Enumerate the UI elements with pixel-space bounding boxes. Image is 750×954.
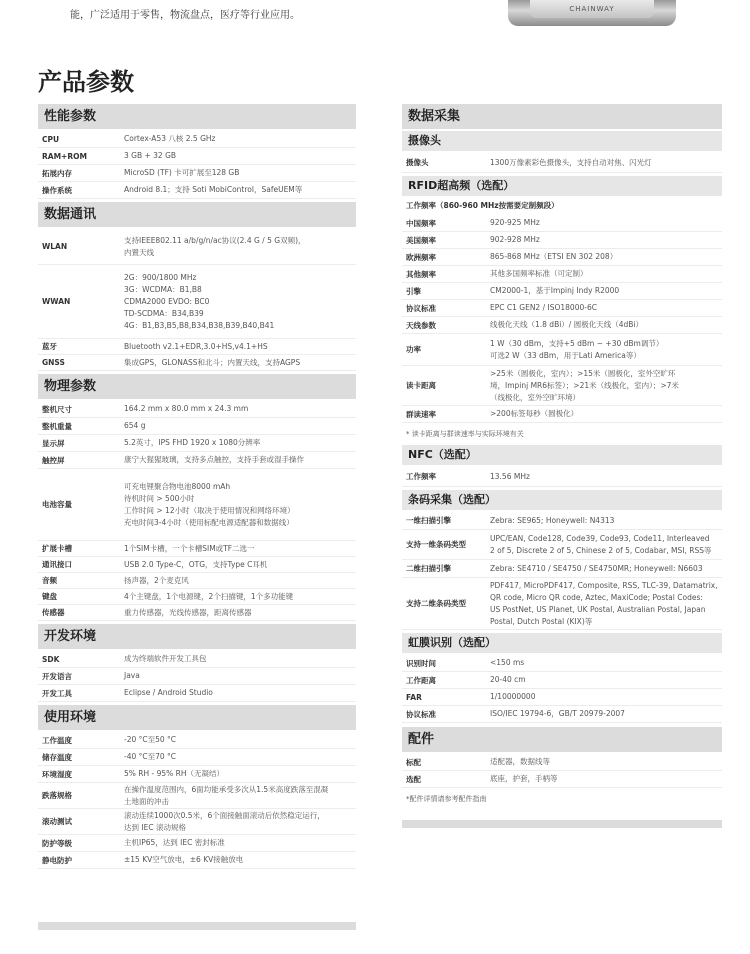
spec-value bbox=[120, 749, 356, 765]
spec-value bbox=[120, 766, 356, 782]
spec-row bbox=[38, 573, 356, 589]
spec-key: 引擎 bbox=[406, 286, 421, 296]
spec-value-line: 待机时间 > 500小时 bbox=[124, 493, 195, 503]
spec-value-line: 1300万像素彩色摄像头，支持自动对焦、闪光灯 bbox=[490, 157, 652, 167]
right-footer-bar bbox=[402, 820, 722, 828]
spec-row bbox=[38, 182, 356, 199]
spec-row bbox=[38, 685, 356, 702]
spec-value bbox=[120, 452, 356, 468]
spec-value bbox=[486, 560, 722, 577]
spec-key: 二维扫描引擎 bbox=[406, 564, 451, 573]
spec-value bbox=[120, 732, 356, 748]
device-image bbox=[508, 0, 676, 26]
spec-row bbox=[38, 852, 356, 869]
spec-value bbox=[120, 435, 356, 451]
spec-row bbox=[402, 655, 722, 672]
spec-row bbox=[38, 401, 356, 418]
spec-value-line: 成为终端软件开发工具包 bbox=[124, 654, 207, 663]
spec-key: 功率 bbox=[406, 345, 421, 354]
spec-value-line: 4G：B1,B3,B5,B8,B34,B38,B39,B40,B41 bbox=[124, 320, 275, 330]
spec-value bbox=[486, 512, 722, 529]
subsection-header: 虹膜识别（选配） bbox=[402, 633, 722, 653]
spec-row bbox=[38, 469, 356, 541]
subsection-header: NFC（选配） bbox=[402, 445, 722, 465]
spec-key: 音频 bbox=[42, 576, 57, 585]
spec-value bbox=[120, 809, 356, 834]
spec-key: 电池容量 bbox=[42, 500, 72, 509]
spec-value-line: 2 of 5, Discrete 2 of 5, Chinese 2 of 5, Codabar, MSI, RSS等 bbox=[490, 545, 712, 555]
spec-key: 操作系统 bbox=[42, 185, 72, 195]
spec-value bbox=[120, 557, 356, 572]
spec-key: 标配 bbox=[406, 757, 421, 767]
spec-value-line: Postal, Dutch Postal (KIX)等 bbox=[490, 616, 593, 626]
spec-value-line: 底座，护套，手柄等 bbox=[490, 774, 558, 783]
spec-key: 触控屏 bbox=[42, 455, 65, 465]
spec-value-line: US PostNet, US Planet, UK Postal, Australian Postal, Japan bbox=[490, 604, 706, 614]
spec-row bbox=[38, 749, 356, 766]
spec-key: 环境湿度 bbox=[42, 769, 72, 779]
spec-value bbox=[120, 783, 356, 808]
spec-value bbox=[486, 689, 722, 705]
spec-value-line: 内置天线 bbox=[124, 247, 154, 257]
spec-value bbox=[486, 771, 722, 787]
spec-key: WLAN bbox=[42, 242, 68, 251]
spec-row bbox=[38, 131, 356, 148]
spec-table bbox=[38, 229, 356, 371]
spec-value-line: Zebra: SE965; Honeywell: N4313 bbox=[490, 515, 615, 525]
spec-value bbox=[486, 706, 722, 722]
spec-key: 静电防护 bbox=[42, 855, 72, 865]
spec-row bbox=[38, 229, 356, 265]
spec-table bbox=[38, 651, 356, 702]
spec-value-line: Android 8.1；支持 Soti MobiControl，SafeUEM等 bbox=[124, 185, 303, 194]
spec-key: 键盘 bbox=[42, 592, 57, 601]
spec-value-line: 3 GB + 32 GB bbox=[124, 151, 177, 160]
spec-value-line: Eclipse / Android Studio bbox=[124, 688, 213, 697]
spec-key: 协议标准 bbox=[406, 709, 436, 719]
spec-value-line: 重力传感器，光线传感器，距离传感器 bbox=[124, 607, 252, 617]
spec-row bbox=[38, 605, 356, 621]
spec-value bbox=[120, 131, 356, 147]
spec-row bbox=[402, 672, 722, 689]
spec-value bbox=[120, 165, 356, 181]
spec-key: 开发语言 bbox=[42, 671, 72, 681]
spec-row bbox=[402, 283, 722, 300]
spec-value-line: UPC/EAN, Code128, Code39, Code93, Code11, Interleaved bbox=[490, 533, 710, 543]
spec-row bbox=[38, 809, 356, 835]
left-spec-column bbox=[38, 104, 356, 872]
spec-value bbox=[486, 467, 722, 486]
spec-row bbox=[38, 589, 356, 605]
spec-key: FAR bbox=[406, 692, 422, 702]
spec-value-line: 可充电锂聚合物电池8000 mAh bbox=[124, 481, 231, 491]
spec-row bbox=[402, 153, 722, 173]
spec-row bbox=[402, 249, 722, 266]
spec-value bbox=[120, 541, 356, 556]
spec-key: SDK bbox=[42, 654, 60, 664]
spec-row bbox=[402, 530, 722, 560]
spec-value-line: （线极化，室外空旷环境） bbox=[490, 392, 580, 402]
spec-value-line: 20-40 cm bbox=[490, 675, 526, 684]
spec-row bbox=[38, 148, 356, 165]
spec-row bbox=[402, 300, 722, 317]
spec-key: GNSS bbox=[42, 358, 65, 367]
footnote: * 读卡距离与群读速率与实际环境有关 bbox=[406, 430, 524, 438]
spec-row bbox=[38, 452, 356, 469]
spec-key: 支持一维条码类型 bbox=[406, 540, 466, 549]
spec-value-line: TD-SCDMA：B34,B39 bbox=[124, 308, 204, 318]
intro-text: 能，广泛适用于零售，物流盘点，医疗等行业应用。 bbox=[70, 10, 300, 21]
spec-value bbox=[486, 334, 722, 365]
spec-key: 识别时间 bbox=[406, 658, 436, 668]
spec-value-line: 达到 IEC 滚动规格 bbox=[124, 822, 186, 832]
spec-value-line: 支持IEEE802.11 a/b/g/n/ac协议(2.4 G / 5 G双频)， bbox=[124, 235, 306, 245]
spec-value-line: PDF417, MicroPDF417, Composite, RSS, TLC-39, Datamatrix, bbox=[490, 580, 718, 590]
spec-value-line: 集成GPS，GLONASS和北斗；内置天线，支持AGPS bbox=[124, 357, 301, 367]
spec-value-line: 滚动连续1000次0.5米，6个面接触面滚动后依然稳定运行， bbox=[124, 810, 325, 820]
spec-value bbox=[486, 366, 722, 405]
spec-value-line: 5.2英寸，IPS FHD 1920 x 1080分辨率 bbox=[124, 438, 261, 447]
spec-row bbox=[38, 418, 356, 435]
spec-table bbox=[38, 131, 356, 199]
spec-value bbox=[486, 317, 722, 333]
spec-table bbox=[38, 732, 356, 869]
spec-key: 摄像头 bbox=[406, 158, 429, 167]
spec-value-line: >25米（圆极化，室内）；>15米（圆极化，室外空旷环 bbox=[490, 368, 676, 378]
spec-table bbox=[402, 655, 722, 723]
spec-row bbox=[402, 560, 722, 578]
spec-key: 协议标准 bbox=[406, 303, 436, 313]
spec-row bbox=[402, 317, 722, 334]
spec-key: 开发工具 bbox=[42, 688, 72, 698]
spec-row bbox=[38, 835, 356, 852]
spec-key: 传感器 bbox=[42, 608, 65, 617]
spec-table bbox=[38, 401, 356, 621]
spec-value-line: 865-868 MHz（ETSI EN 302 208） bbox=[490, 252, 618, 261]
spec-value bbox=[486, 215, 722, 231]
spec-value-line: >200标签每秒（圆极化） bbox=[490, 409, 579, 418]
spec-value-line: 2G：900/1800 MHz bbox=[124, 272, 197, 282]
spec-value-line: -40 °C至70 °C bbox=[124, 752, 177, 761]
spec-value bbox=[486, 249, 722, 265]
spec-key: CPU bbox=[42, 134, 60, 144]
spec-value bbox=[120, 469, 356, 540]
spec-value bbox=[486, 655, 722, 671]
spec-key: 美国频率 bbox=[406, 235, 436, 245]
spec-value bbox=[120, 605, 356, 620]
spec-key: 防护等级 bbox=[42, 838, 72, 848]
left-footer-bar bbox=[38, 922, 356, 930]
spec-row bbox=[402, 467, 722, 487]
spec-key: 一维扫描引擎 bbox=[406, 516, 451, 525]
spec-value-line: 其他多国频率标准（可定制） bbox=[490, 269, 588, 278]
spec-value-line: CM2000-1，基于Impinj Indy R2000 bbox=[490, 286, 620, 295]
spec-row bbox=[38, 732, 356, 749]
spec-row bbox=[38, 435, 356, 452]
spec-row bbox=[402, 771, 722, 788]
spec-row bbox=[38, 165, 356, 182]
spec-row bbox=[402, 689, 722, 706]
spec-value-line: 工作时间 > 12小时（取决于使用情况和网络环境） bbox=[124, 505, 295, 515]
spec-table bbox=[402, 512, 722, 630]
spec-value bbox=[120, 401, 356, 417]
spec-row bbox=[38, 783, 356, 809]
spec-value-line: Bluetooth v2.1+EDR,3.0+HS,v4.1+HS bbox=[124, 341, 268, 351]
spec-value-line: -20 °C至50 °C bbox=[124, 735, 177, 744]
spec-value bbox=[120, 685, 356, 701]
spec-value bbox=[486, 153, 722, 172]
section-header: 性能参数 bbox=[38, 104, 356, 129]
spec-key: 读卡距离 bbox=[406, 381, 436, 390]
spec-row bbox=[402, 366, 722, 406]
spec-value-line: 920-925 MHz bbox=[490, 218, 540, 227]
section-header: 数据通讯 bbox=[38, 202, 356, 227]
spec-value bbox=[486, 232, 722, 248]
spec-key: 其他频率 bbox=[406, 269, 436, 279]
spec-row bbox=[402, 406, 722, 423]
spec-value bbox=[120, 229, 356, 264]
spec-key: 支持二维条码类型 bbox=[406, 599, 466, 608]
right-spec-column bbox=[402, 104, 722, 808]
spec-value bbox=[120, 852, 356, 868]
spec-key: 工作温度 bbox=[42, 735, 72, 745]
spec-value-line: 3G：WCDMA：B1,B8 bbox=[124, 284, 202, 294]
subsection-header: 条码采集（选配） bbox=[402, 490, 722, 510]
spec-value-line: <150 ms bbox=[490, 658, 525, 667]
spec-value bbox=[486, 754, 722, 770]
spec-row bbox=[402, 266, 722, 283]
spec-key: 天线参数 bbox=[406, 320, 436, 330]
spec-key: 群读速率 bbox=[406, 409, 436, 419]
spec-row bbox=[38, 557, 356, 573]
spec-key: RAM+ROM bbox=[42, 151, 87, 161]
spec-row bbox=[402, 512, 722, 530]
device-brand-logo: CHAINWAY bbox=[569, 5, 615, 13]
spec-value bbox=[120, 573, 356, 588]
subsection-header: RFID超高频（选配） bbox=[402, 176, 722, 196]
spec-value bbox=[120, 182, 356, 198]
spec-key: 整机重量 bbox=[42, 421, 72, 431]
spec-row bbox=[402, 232, 722, 249]
spec-value-line: Java bbox=[124, 671, 140, 680]
spec-value bbox=[120, 148, 356, 164]
spec-key: 跌落规格 bbox=[42, 791, 72, 800]
spec-value bbox=[486, 672, 722, 688]
spec-value-line: 适配器，数据线等 bbox=[490, 757, 550, 766]
page-title: 产品参数 bbox=[38, 68, 134, 96]
spec-value-line: 13.56 MHz bbox=[490, 471, 530, 481]
spec-value-line: 主机IP65，达到 IEC 密封标准 bbox=[124, 838, 225, 847]
spec-value-line: Zebra: SE4710 / SE4750 / SE4750MR; Honeywell: N6603 bbox=[490, 563, 703, 573]
spec-key: 中国频率 bbox=[406, 218, 436, 228]
spec-value-line: EPC C1 GEN2 / ISO18000-6C bbox=[490, 303, 597, 312]
spec-value-line: Cortex-A53 八核 2.5 GHz bbox=[124, 134, 216, 143]
spec-value-line: 充电时间3-4小时（使用标配电源适配器和数据线） bbox=[124, 517, 294, 527]
spec-key: 工作频率 bbox=[406, 472, 436, 481]
spec-value-line: ±15 KV空气放电，±6 KV接触放电 bbox=[124, 855, 244, 864]
section-header: 开发环境 bbox=[38, 624, 356, 649]
spec-table bbox=[402, 153, 722, 173]
spec-value-line: 线极化天线（1.8 dBi）/ 圆极化天线（4dBi） bbox=[490, 320, 643, 329]
spec-value bbox=[120, 418, 356, 434]
section-header: 使用环境 bbox=[38, 705, 356, 730]
spec-value-line: QR code, Micro QR code, Aztec, MaxiCode; Postal Codes: bbox=[490, 592, 703, 602]
spec-row bbox=[38, 265, 356, 339]
spec-value bbox=[120, 835, 356, 851]
spec-row bbox=[402, 706, 722, 723]
spec-key: 整机尺寸 bbox=[42, 404, 72, 414]
spec-value-line: 康宁大猩猩玻璃，支持多点触控，支持手套或湿手操作 bbox=[124, 455, 304, 464]
spec-table bbox=[402, 754, 722, 788]
subsection-header: 摄像头 bbox=[402, 131, 722, 151]
spec-value-line: 1/10000000 bbox=[490, 692, 536, 701]
spec-row bbox=[402, 578, 722, 630]
spec-value-line: 可选2 W（33 dBm，用于Lati America等） bbox=[490, 350, 641, 360]
section-header: 配件 bbox=[402, 727, 722, 752]
spec-value-line: 4个主键盘，1个电源键，2个扫描键，1个多功能键 bbox=[124, 591, 294, 601]
spec-value-line: 164.2 mm x 80.0 mm x 24.3 mm bbox=[124, 404, 249, 413]
spec-table bbox=[402, 467, 722, 487]
spec-value bbox=[120, 651, 356, 667]
spec-value-line: 在操作温度范围内，6面均能承受多次从1.5米高度跌落至混凝 bbox=[124, 784, 329, 794]
spec-row bbox=[38, 668, 356, 685]
spec-value-line: 扬声器，2个麦克风 bbox=[124, 575, 189, 585]
spec-value-line: 土地面的冲击 bbox=[124, 796, 169, 806]
spec-table bbox=[402, 215, 722, 423]
spec-value-line: MicroSD (TF) 卡可扩展至128 GB bbox=[124, 168, 240, 177]
spec-value bbox=[486, 530, 722, 559]
spec-row bbox=[402, 754, 722, 771]
spec-value bbox=[486, 406, 722, 422]
spec-value bbox=[486, 300, 722, 316]
spec-key: 拓展内存 bbox=[42, 168, 72, 178]
footnote: *配件详情请参考配件指南 bbox=[406, 795, 487, 803]
spec-key: 滚动测试 bbox=[42, 817, 72, 826]
spec-row bbox=[402, 334, 722, 366]
spec-row bbox=[38, 766, 356, 783]
spec-key: 工作距离 bbox=[406, 675, 436, 685]
section-header: 物理参数 bbox=[38, 374, 356, 399]
spec-value bbox=[486, 283, 722, 299]
spec-value bbox=[120, 355, 356, 370]
spec-row bbox=[38, 355, 356, 371]
spec-value bbox=[486, 266, 722, 282]
frequency-label: 工作频率（860-960 MHz按需要定制频段） bbox=[406, 201, 559, 210]
spec-value bbox=[120, 265, 356, 338]
spec-value-line: 1 W（30 dBm，支持+5 dBm ~ +30 dBm调节） bbox=[490, 338, 664, 348]
spec-key: WWAN bbox=[42, 297, 71, 306]
spec-row bbox=[38, 651, 356, 668]
spec-value-line: 902-928 MHz bbox=[490, 235, 540, 244]
spec-key: 蓝牙 bbox=[42, 342, 57, 351]
spec-row bbox=[402, 215, 722, 232]
spec-value bbox=[120, 668, 356, 684]
spec-value-line: 5% RH - 95% RH（无凝结） bbox=[124, 769, 225, 778]
device-screen bbox=[530, 0, 654, 18]
spec-key: 储存温度 bbox=[42, 752, 72, 762]
section-header: 数据采集 bbox=[402, 104, 722, 129]
spec-value-line: 1个SIM卡槽，一个卡槽SIM或TF二选一 bbox=[124, 543, 255, 553]
spec-value-line: 境，Impinj MR6标签）；>21米（线极化，室内）；>7米 bbox=[490, 380, 679, 390]
spec-value-line: USB 2.0 Type-C，OTG，支持Type C耳机 bbox=[124, 559, 268, 569]
spec-row bbox=[38, 541, 356, 557]
spec-value-line: 654 g bbox=[124, 421, 146, 430]
spec-value bbox=[120, 339, 356, 354]
spec-key: 通讯接口 bbox=[42, 560, 72, 569]
spec-value-line: ISO/IEC 19794-6，GB/T 20979-2007 bbox=[490, 709, 625, 718]
spec-value bbox=[120, 589, 356, 604]
spec-key: 显示屏 bbox=[42, 438, 65, 448]
spec-value-line: CDMA2000 EVDO: BC0 bbox=[124, 296, 210, 306]
spec-key: 选配 bbox=[406, 774, 421, 784]
spec-row bbox=[38, 339, 356, 355]
spec-value bbox=[486, 578, 722, 629]
spec-key: 欧洲频率 bbox=[406, 252, 436, 262]
spec-key: 扩展卡槽 bbox=[42, 544, 72, 553]
